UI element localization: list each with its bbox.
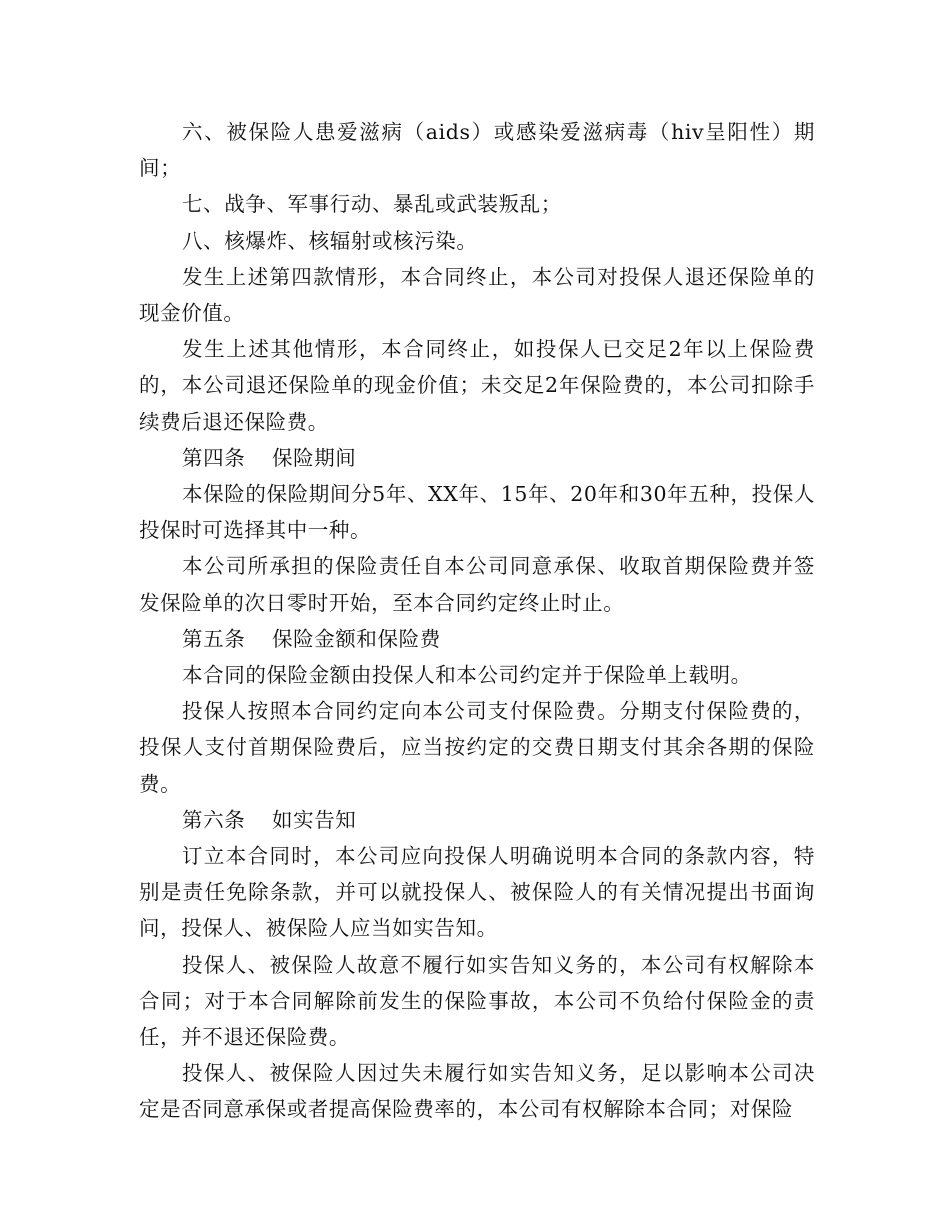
article-heading-5 [139, 621, 815, 657]
document-body [139, 114, 815, 1128]
article-number-4: 第四条 [182, 445, 246, 470]
article-number-6: 第六条 [182, 807, 246, 832]
article-heading-6 [139, 802, 815, 838]
insurance-period-options: 本保险的保险期间分5年、XX年、15年、20年和30年五种，投保人投保时可选择其中一种。 [139, 482, 815, 543]
sum-insured: 本合同的保险金额由投保人和本公司约定并于保险单上载明。 [182, 663, 752, 688]
premium-payment: 投保人按照本合同约定向本公司支付保险费。分期支付保险费的，投保人支付首期保险费后，应当按约定的交费日期支付其余各期的保险费。 [139, 699, 815, 796]
article-heading-4 [139, 440, 815, 476]
intentional-nondisclosure: 投保人、被保险人故意不履行如实告知义务的，本公司有权解除本合同；对于本合同解除前发生的保险事故，本公司不负给付保险金的责任，并不退还保险费。 [139, 952, 815, 1050]
negligent-nondisclosure: 投保人、被保险人因过失未履行如实告知义务，足以影响本公司决定是否同意承保或者提高保险费率的，本公司有权解除本合同；对保险 [139, 1061, 815, 1122]
disclosure-duty: 订立本合同时，本公司应向投保人明确说明本合同的条款内容，特别是责任免除条款，并可以就投保人、被保险人的有关情况提出书面询问，投保人、被保险人应当如实告知。 [139, 844, 815, 941]
article-title-6: 如实告知 [272, 807, 357, 832]
article-title-4: 保险期间 [272, 445, 357, 470]
clause-seven: 七、战争、军事行动、暴乱或武装叛乱； [182, 192, 562, 217]
termination-clause-fourth: 发生上述第四款情形，本合同终止，本公司对投保人退还保险单的现金价值。 [139, 264, 815, 326]
termination-clause-other: 发生上述其他情形，本合同终止，如投保人已交足2年以上保险费的，本公司退还保险单的现金价值；未交足2年保险费的，本公司扣除手续费后退还保险费。 [139, 337, 815, 434]
article-number-5: 第五条 [182, 626, 246, 651]
clause-six: 六、被保险人患爱滋病（aids）或感染爱滋病毒（hiv呈阳性）期间； [139, 120, 815, 181]
clause-eight: 八、核爆炸、核辐射或核污染。 [182, 228, 478, 253]
article-title-5: 保险金额和保险费 [272, 626, 441, 651]
liability-start: 本公司所承担的保险责任自本公司同意承保、收取首期保险费并签发保险单的次日零时开始，至本合同约定终止时止。 [139, 554, 815, 615]
